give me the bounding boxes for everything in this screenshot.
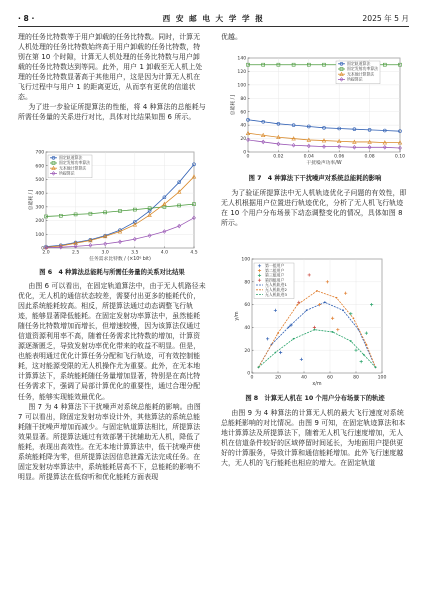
x-tick-label: 4.5 xyxy=(190,250,198,256)
left-text-bottom xyxy=(18,281,206,593)
legend-label: 固定发射功率算法 xyxy=(59,160,91,166)
right-text-top xyxy=(221,32,409,44)
figure-7-chart xyxy=(226,52,406,170)
x-tick-label: 2.0 xyxy=(42,250,50,256)
trajectory-point xyxy=(363,354,365,356)
trajectory-point xyxy=(366,344,368,346)
legend-label: 无人机轨迹3 xyxy=(265,291,287,297)
y-tick-label: 200 xyxy=(35,219,45,225)
legend-label: 第三组用户 xyxy=(265,272,285,278)
journal-title: 西 安 邮 电 大 学 学 报 xyxy=(162,14,265,23)
figure-8 xyxy=(232,254,402,392)
figure-8-chart xyxy=(232,254,402,392)
y-tick-label: 100 xyxy=(237,83,247,89)
figure-7 xyxy=(226,52,406,170)
paragraph: 为了进一步验证所提算法的性能，将 4 种算法的总能耗与所需任务量的关系进行对比，具体对比结果如图 6 所示。 xyxy=(18,103,206,122)
legend-label: 无人机轨迹2 xyxy=(265,287,287,292)
trajectory-point xyxy=(332,331,334,333)
left-text-top xyxy=(18,32,206,144)
legend-label: 所提算法 xyxy=(59,170,75,176)
paragraph: 图 7 为 4 种算法下干扰噪声对系统总能耗的影响。由图 7 可以看出，除固定发射功率设计外，其他算法的系统总能耗随干扰噪声增加而减少。与固定轨道算法相比，所提算法效果显著。所提算法通过有效部署干扰辅助无人机，降低了能耗，表现出高效性。在无本地计算算法中，低干扰噪声使系统能耗降为零，但所提算法因信息泄露无法完成任务。在固定发射功率算法中，系统能耗居高不下，总能耗的影响不明显。所提算法在低窃听和优化能耗方面表现 xyxy=(18,402,201,481)
legend-label: 第二组用户 xyxy=(265,267,285,273)
trajectory-point xyxy=(258,366,260,368)
legend-label: 无本地计算算法 xyxy=(59,165,87,171)
paragraph: 由图 6 可以看出，在固定轨道算法中，由于无人机路径未优化，无人机的通信状态较差，需要付出更多的能耗代价，因此系统能耗较高。相反，所提算法通过动态调整飞行轨迹，能够显著降低能耗。在固定发射功率算法中，虽然能耗随任务比特数增加而增长，但增速较慢，因为该算法仅通过信道资源利用率不高，随着任务需求比特数的增加，计算资源逐渐匮乏，导致发射功率优化带来的收益不明显。但是，也能表明通过优化计算任务分配和飞行轨迹，可有效控制能耗，这对能源受限的无人机操作尤为重要。此外，在无本地计算算法下，系统能耗随任务量增加显著，特别是在高比特任务需求下，强调了局部计算优化的重要性，通过合理分配任务，能够实现能效最优化。 xyxy=(18,282,206,401)
x-tick-label: 0.06 xyxy=(334,154,345,160)
paragraph: 理的任务比特数等于用户卸载的任务比特数。同时，计算无人机处理的任务比特数始终高于用户卸载的任务比特数，特别在第 10 个时隙，计算无人机处理的任务比特数与用户卸载的任务比特数达到等同。此外，用户 1 卸载至无人机上处理的任务比特数显著高于其他用户，这是因为计算无人机在飞行过程中与用户 1 的距离更近，从而享有更优的信道状态。 xyxy=(18,33,203,102)
running-header xyxy=(18,12,409,27)
x-tick-label: 100 xyxy=(377,375,387,381)
y-tick-label: 500 xyxy=(35,178,45,184)
x-tick-label: 60 xyxy=(327,375,333,381)
trajectory-point xyxy=(324,301,326,303)
trajectory-point xyxy=(336,297,338,299)
trajectory-point xyxy=(375,366,377,368)
y-tick-label: 60 xyxy=(244,303,251,309)
x-tick-label: 3.5 xyxy=(131,250,139,256)
right-text-mid xyxy=(221,188,409,252)
x-tick-label: 3.0 xyxy=(101,250,109,256)
legend-label: 固定发射功率算法 xyxy=(347,66,379,72)
y-tick-label: 20 xyxy=(244,348,251,354)
legend-label: 无本地计算算法 xyxy=(347,71,375,77)
issue-date: 2025 年 5 月 xyxy=(362,14,409,23)
y-tick-label: 80 xyxy=(244,280,251,286)
y-tick-label: 20 xyxy=(240,137,247,143)
x-tick-label: 0.02 xyxy=(273,154,284,160)
x-axis-label: 任务需求比特数 / (×10⁶ bit) xyxy=(89,257,151,262)
legend-label: 固定轨道算法 xyxy=(59,155,83,160)
y-tick-label: 300 xyxy=(35,205,45,211)
x-tick-label: 40 xyxy=(301,375,307,381)
paragraph: 由图 9 为 4 种算法的计算无人机的最大飞行速度对系统总能耗影响的对比情况。由图 9 可知，在固定轨迹算法和本地计算算法及所提算法下，随着无人机飞行速度增加，无人机在信道条件较好的区域停留时间延长，为地面用户提供更好的计算服务，导致计算和通信能耗增加。此外飞行速度越大，无人机的飞行能耗也相应的增大。在固定轨道 xyxy=(221,409,406,468)
y-tick-label: 0 xyxy=(41,246,45,252)
y-tick-label: 700 xyxy=(35,150,45,156)
legend-label: 所提算法 xyxy=(347,76,363,82)
figure-7-caption: 图 7 4 种算法下干扰噪声对系统总能耗的影响 xyxy=(248,175,382,182)
trajectory-point xyxy=(288,327,290,329)
trajectory-point xyxy=(350,340,352,342)
paragraph: 优越。 xyxy=(221,33,243,41)
y-axis-label: 总能耗 / J xyxy=(29,189,34,211)
legend-label: 第四组用户 xyxy=(265,277,285,283)
y-tick-label: 0 xyxy=(243,150,247,156)
trajectory-point xyxy=(316,290,318,292)
y-tick-label: 100 xyxy=(241,257,251,263)
x-tick-label: 0.04 xyxy=(303,154,314,160)
figure-6-caption: 图 6 4 种算法总能耗与所需任务量的关系对比结果 xyxy=(39,269,185,276)
trajectory-point xyxy=(297,304,299,306)
right-text-bottom xyxy=(221,408,409,594)
y-tick-label: 60 xyxy=(240,110,247,116)
x-tick-label: 4.0 xyxy=(160,250,169,256)
y-tick-label: 120 xyxy=(237,70,247,76)
trajectory-point xyxy=(275,352,277,354)
x-axis-label: 干扰噪声功率/W xyxy=(306,161,342,166)
y-tick-label: 40 xyxy=(240,123,247,129)
trajectory-point xyxy=(306,309,308,311)
y-tick-label: 600 xyxy=(35,164,45,170)
y-axis-label: 总能耗 / J xyxy=(231,94,236,116)
x-tick-label: 0 xyxy=(250,375,254,381)
figure-6-chart xyxy=(24,146,200,266)
y-tick-label: 40 xyxy=(244,326,251,331)
x-tick-label: 80 xyxy=(353,375,359,381)
x-axis-label: x/m xyxy=(312,382,322,387)
trajectory-point xyxy=(314,329,316,331)
x-tick-label: 2.5 xyxy=(71,250,80,256)
legend-label: 第一组用户 xyxy=(265,263,285,268)
trajectory-point xyxy=(353,317,355,319)
x-tick-label: 0 xyxy=(246,154,250,160)
x-tick-label: 20 xyxy=(275,375,281,381)
y-tick-label: 400 xyxy=(35,191,45,197)
legend-label: 无人机轨迹1 xyxy=(265,282,287,288)
x-tick-label: 0.08 xyxy=(364,154,375,160)
y-tick-label: 100 xyxy=(35,232,45,238)
trajectory-point xyxy=(277,332,279,334)
trajectory-point xyxy=(342,309,344,311)
figure-8-caption: 图 8 计算无人机在 10 个用户分布场景下的轨迹 xyxy=(245,395,385,402)
y-axis-label: y/m xyxy=(235,311,240,321)
figure-6 xyxy=(24,146,200,266)
y-tick-label: 80 xyxy=(240,96,247,102)
x-tick-label: 0.10 xyxy=(394,154,406,160)
legend-label: 固定轨道算法 xyxy=(347,61,371,66)
trajectory-point xyxy=(293,338,295,340)
paragraph: 为了验证所提算法中无人机轨迹优化子问题的有效性，即无人机根据用户位置进行轨迹优化，分析了无人机飞行轨迹在 10 个用户分布场景下动态调整变化的情况，具体如图 8 所示。 xyxy=(221,189,407,228)
y-tick-label: 0 xyxy=(247,371,251,377)
page-number: · 8 · xyxy=(18,14,35,23)
y-tick-label: 140 xyxy=(237,56,247,62)
